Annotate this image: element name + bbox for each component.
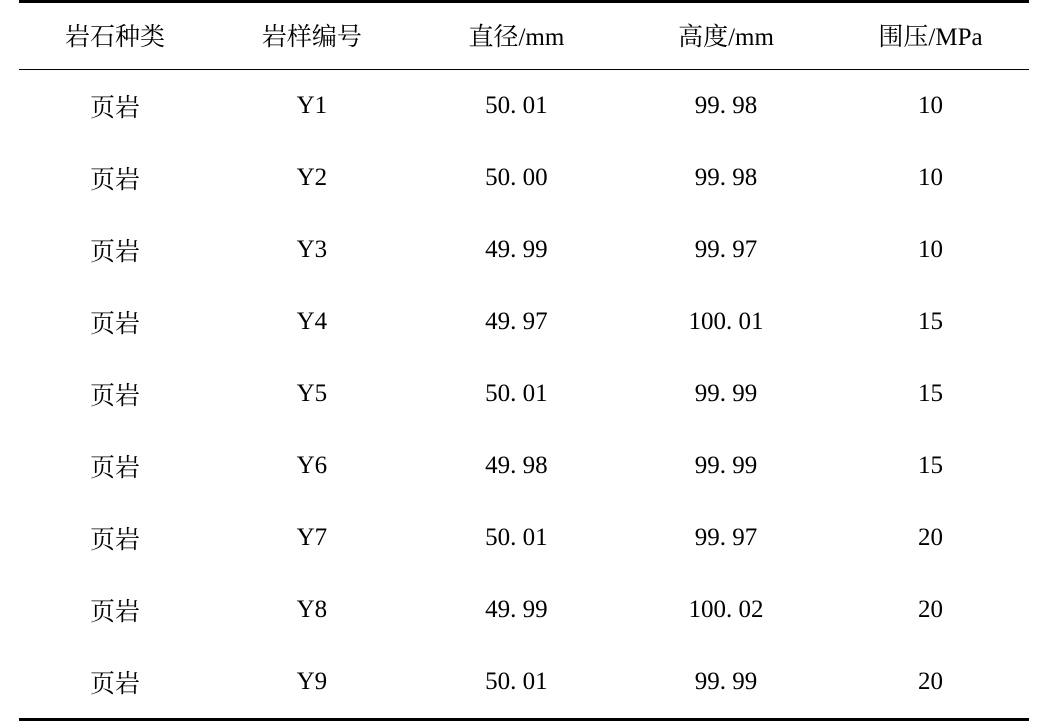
- table-row: [19, 286, 1029, 358]
- cell-confining-pressure: 20: [918, 668, 944, 695]
- column-header-confining-pressure: 围压/MPa: [878, 24, 983, 51]
- table-row: [19, 574, 1029, 646]
- cell-diameter: 49. 97: [485, 308, 548, 335]
- cell-height: 99. 98: [694, 164, 758, 191]
- cell-confining-pressure: 20: [918, 596, 944, 623]
- table-row: [19, 646, 1029, 720]
- cell-sample-id: Y3: [296, 236, 328, 263]
- cell-sample-id: Y6: [296, 452, 328, 479]
- table-header-row: [19, 2, 1029, 70]
- table-row: [19, 358, 1029, 430]
- cell-confining-pressure: 20: [918, 524, 944, 551]
- cell-rock-type: 页岩: [89, 311, 140, 338]
- cell-confining-pressure: 10: [918, 164, 944, 191]
- cell-height: 99. 99: [694, 380, 758, 407]
- cell-rock-type: 页岩: [89, 239, 140, 266]
- cell-rock-type: 页岩: [89, 671, 140, 698]
- cell-sample-id: Y5: [296, 380, 328, 407]
- table-row: [19, 430, 1029, 502]
- cell-diameter: 49. 98: [485, 452, 548, 479]
- table-row: [19, 502, 1029, 574]
- column-header-sample-id: 岩样编号: [261, 24, 362, 51]
- column-header-height: 高度/mm: [678, 24, 774, 51]
- table-body: [19, 70, 1029, 720]
- table-row: [19, 214, 1029, 286]
- cell-diameter: 49. 99: [485, 236, 548, 263]
- cell-sample-id: Y7: [296, 524, 328, 551]
- cell-height: 100. 01: [688, 308, 764, 335]
- cell-diameter: 50. 01: [485, 380, 548, 407]
- cell-diameter: 49. 99: [485, 596, 548, 623]
- cell-sample-id: Y2: [296, 164, 328, 191]
- cell-sample-id: Y9: [296, 668, 328, 695]
- cell-height: 99. 97: [694, 524, 758, 551]
- cell-height: 99. 99: [694, 452, 758, 479]
- cell-height: 99. 98: [694, 92, 758, 119]
- cell-confining-pressure: 10: [918, 236, 944, 263]
- cell-height: 100. 02: [688, 596, 764, 623]
- cell-diameter: 50. 01: [485, 524, 548, 551]
- cell-sample-id: Y8: [296, 596, 328, 623]
- cell-confining-pressure: 10: [918, 92, 944, 119]
- cell-rock-type: 页岩: [89, 95, 140, 122]
- table-row: [19, 142, 1029, 214]
- cell-rock-type: 页岩: [89, 167, 140, 194]
- table-header: [19, 2, 1029, 70]
- cell-rock-type: 页岩: [89, 527, 140, 554]
- cell-diameter: 50. 00: [485, 164, 548, 191]
- cell-confining-pressure: 15: [918, 380, 944, 407]
- cell-height: 99. 99: [694, 668, 758, 695]
- column-header-diameter: 直径/mm: [468, 24, 565, 51]
- cell-rock-type: 页岩: [89, 383, 140, 410]
- cell-rock-type: 页岩: [89, 455, 140, 482]
- cell-diameter: 50. 01: [485, 668, 548, 695]
- cell-sample-id: Y1: [296, 92, 328, 119]
- rock-sample-table: [19, 0, 1029, 721]
- column-header-rock-type: 岩石种类: [64, 24, 165, 51]
- table-row: [19, 70, 1029, 143]
- cell-rock-type: 页岩: [89, 599, 140, 626]
- cell-confining-pressure: 15: [918, 308, 944, 335]
- cell-height: 99. 97: [694, 236, 758, 263]
- cell-confining-pressure: 15: [918, 452, 944, 479]
- cell-sample-id: Y4: [296, 308, 328, 335]
- cell-diameter: 50. 01: [485, 92, 548, 119]
